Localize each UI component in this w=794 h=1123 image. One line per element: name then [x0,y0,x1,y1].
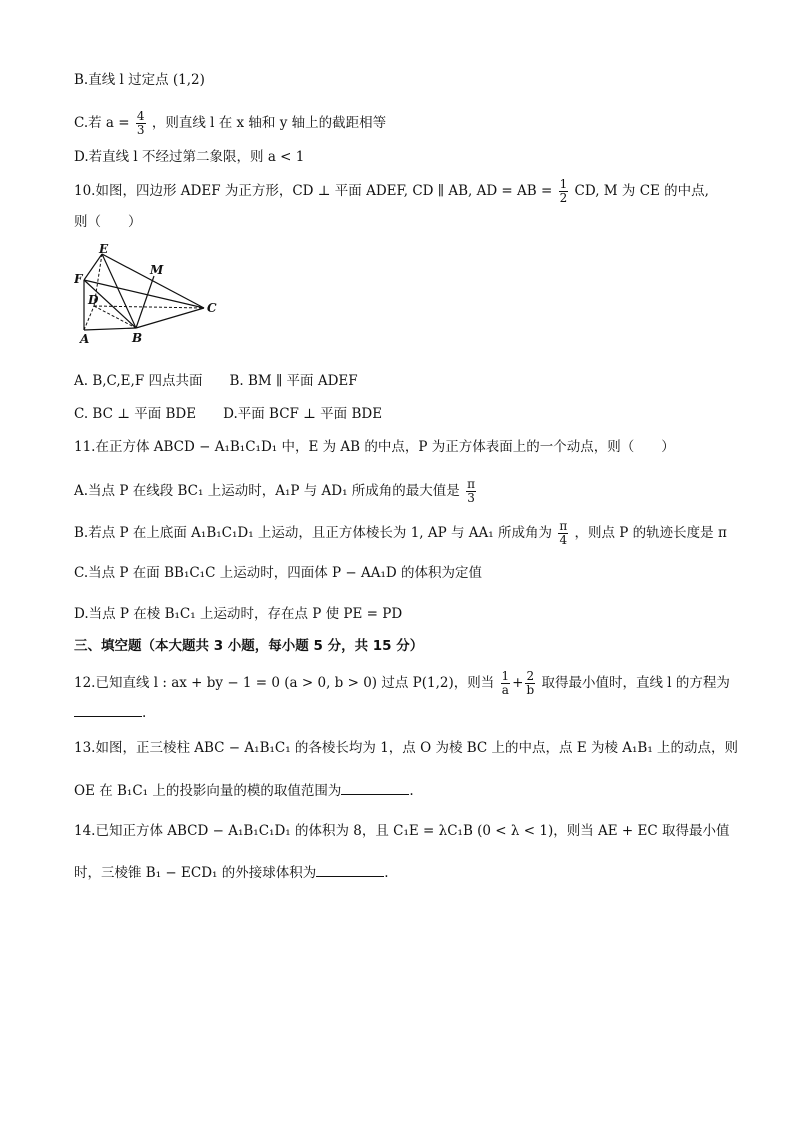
q11-option-a [74,478,478,505]
q9c-text-post: ，则直线 l 在 x 轴和 y 轴上的截距相等 [151,115,387,131]
q12-answer-line [74,702,146,723]
edge-dc [94,306,204,308]
q12-end: . [142,705,147,721]
q9-option-d: D.若直线 l 不经过第二象限，则 a < 1 [74,149,305,165]
q14-answer-blank[interactable] [316,862,384,877]
q11a-text-pre: A.当点 P 在线段 BC₁ 上运动时，A₁P 与 AD₁ 所成角的最大值是 [74,483,460,499]
q11-option-c: C.当点 P 在面 BB₁C₁C 上运动时，四面体 P − AA₁D 的体积为定值 [74,565,483,581]
label-e: E [99,244,109,256]
q10-stem-cont: 则（ ） [74,214,142,230]
q12-text-post: 取得最小值时，直线 l 的方程为 [541,675,730,691]
q10-fraction [559,178,569,205]
q14-stem: 14.已知正方体 ABCD − A₁B₁C₁D₁ 的体积为 8，且 C₁E = λC₁B (0 < λ < 1)，则当 AE + EC 取得最小值 [74,823,730,839]
q10-text-pre: 10.如图，四边形 ADEF 为正方形，CD ⊥ 平面 ADEF, CD ∥ AB, AD = AB = [74,183,553,199]
edge-fe [84,254,102,280]
label-a: A [80,332,90,344]
q12-fraction-2 [525,670,535,697]
q11b-fraction [558,520,568,547]
section-3-heading: 三、填空题（本大题共 3 小题，每小题 5 分，共 15 分） [74,638,424,654]
q14-stem-cont [74,862,389,883]
q10-geometry-figure [74,244,224,344]
edge-mb [136,276,154,328]
q10-options-ab: A. B,C,E,F 四点共面 B. BM ∥ 平面 ADEF [74,373,358,389]
q9c-fraction [136,110,146,137]
q12-fraction-1 [501,670,511,697]
frac-den: 4 [559,533,568,547]
frac-num: 1 [501,669,510,683]
q12-stem [74,670,730,697]
edge-ab [84,328,136,330]
frac-den: 2 [559,191,568,205]
q14-end: . [384,865,389,881]
q13-stem-cont [74,780,414,801]
frac-num: 4 [136,109,145,123]
edge-bc [136,308,204,328]
q11b-text-post: ，则点 P 的轨迹长度是 π [574,525,727,541]
q11-option-d: D.当点 P 在棱 B₁C₁ 上运动时，存在点 P 使 PE = PD [74,606,403,622]
q11-stem: 11.在正方体 ABCD − A₁B₁C₁D₁ 中，E 为 AB 的中点，P 为正方体表面上的一个动点，则（ ） [74,439,675,455]
q9-option-c [74,110,386,137]
q13-answer-blank[interactable] [341,780,409,795]
q9c-text-pre: C.若 a = [74,115,130,131]
frac-den: a [501,683,509,697]
q11-option-b [74,520,727,547]
frac-num: π [467,477,475,491]
q12-answer-blank[interactable] [74,702,142,717]
frac-num: 2 [526,669,535,683]
frac-den: 3 [467,491,475,505]
q11b-text-pre: B.若点 P 在上底面 A₁B₁C₁D₁ 上运动，且正方体棱长为 1, AP 与 AA₁ 所成角为 [74,525,553,541]
label-f: F [74,272,83,286]
label-b: B [132,331,143,344]
q13-text: OE 在 B₁C₁ 上的投影向量的模的取值范围为 [74,783,342,799]
q10-text-post: CD, M 为 CE 的中点, [574,183,709,199]
q9-option-b: B.直线 l 过定点 (1,2) [74,72,205,88]
q12-plus: + [512,675,524,691]
frac-den: 3 [136,123,145,137]
label-c: C [207,301,217,315]
q11a-fraction [466,478,476,505]
frac-num: π [559,519,568,533]
q12-text-pre: 12.已知直线 l : ax + by − 1 = 0 (a > 0, b > 0) 过点 P(1,2)，则当 [74,675,495,691]
edge-ad [84,306,94,330]
frac-den: b [526,683,535,697]
q10-options-cd: C. BC ⊥ 平面 BDE D.平面 BCF ⊥ 平面 BDE [74,406,383,422]
q14-text: 时，三棱锥 B₁ − ECD₁ 的外接球体积为 [74,865,317,881]
frac-num: 1 [559,177,568,191]
q13-end: . [409,783,414,799]
label-m: M [150,263,164,277]
q13-stem: 13.如图，正三棱柱 ABC − A₁B₁C₁ 的各棱长均为 1，点 O 为棱 BC 上的中点，点 E 为棱 A₁B₁ 上的动点，则 [74,740,739,756]
label-d: D [88,293,99,307]
q10-stem [74,178,709,205]
